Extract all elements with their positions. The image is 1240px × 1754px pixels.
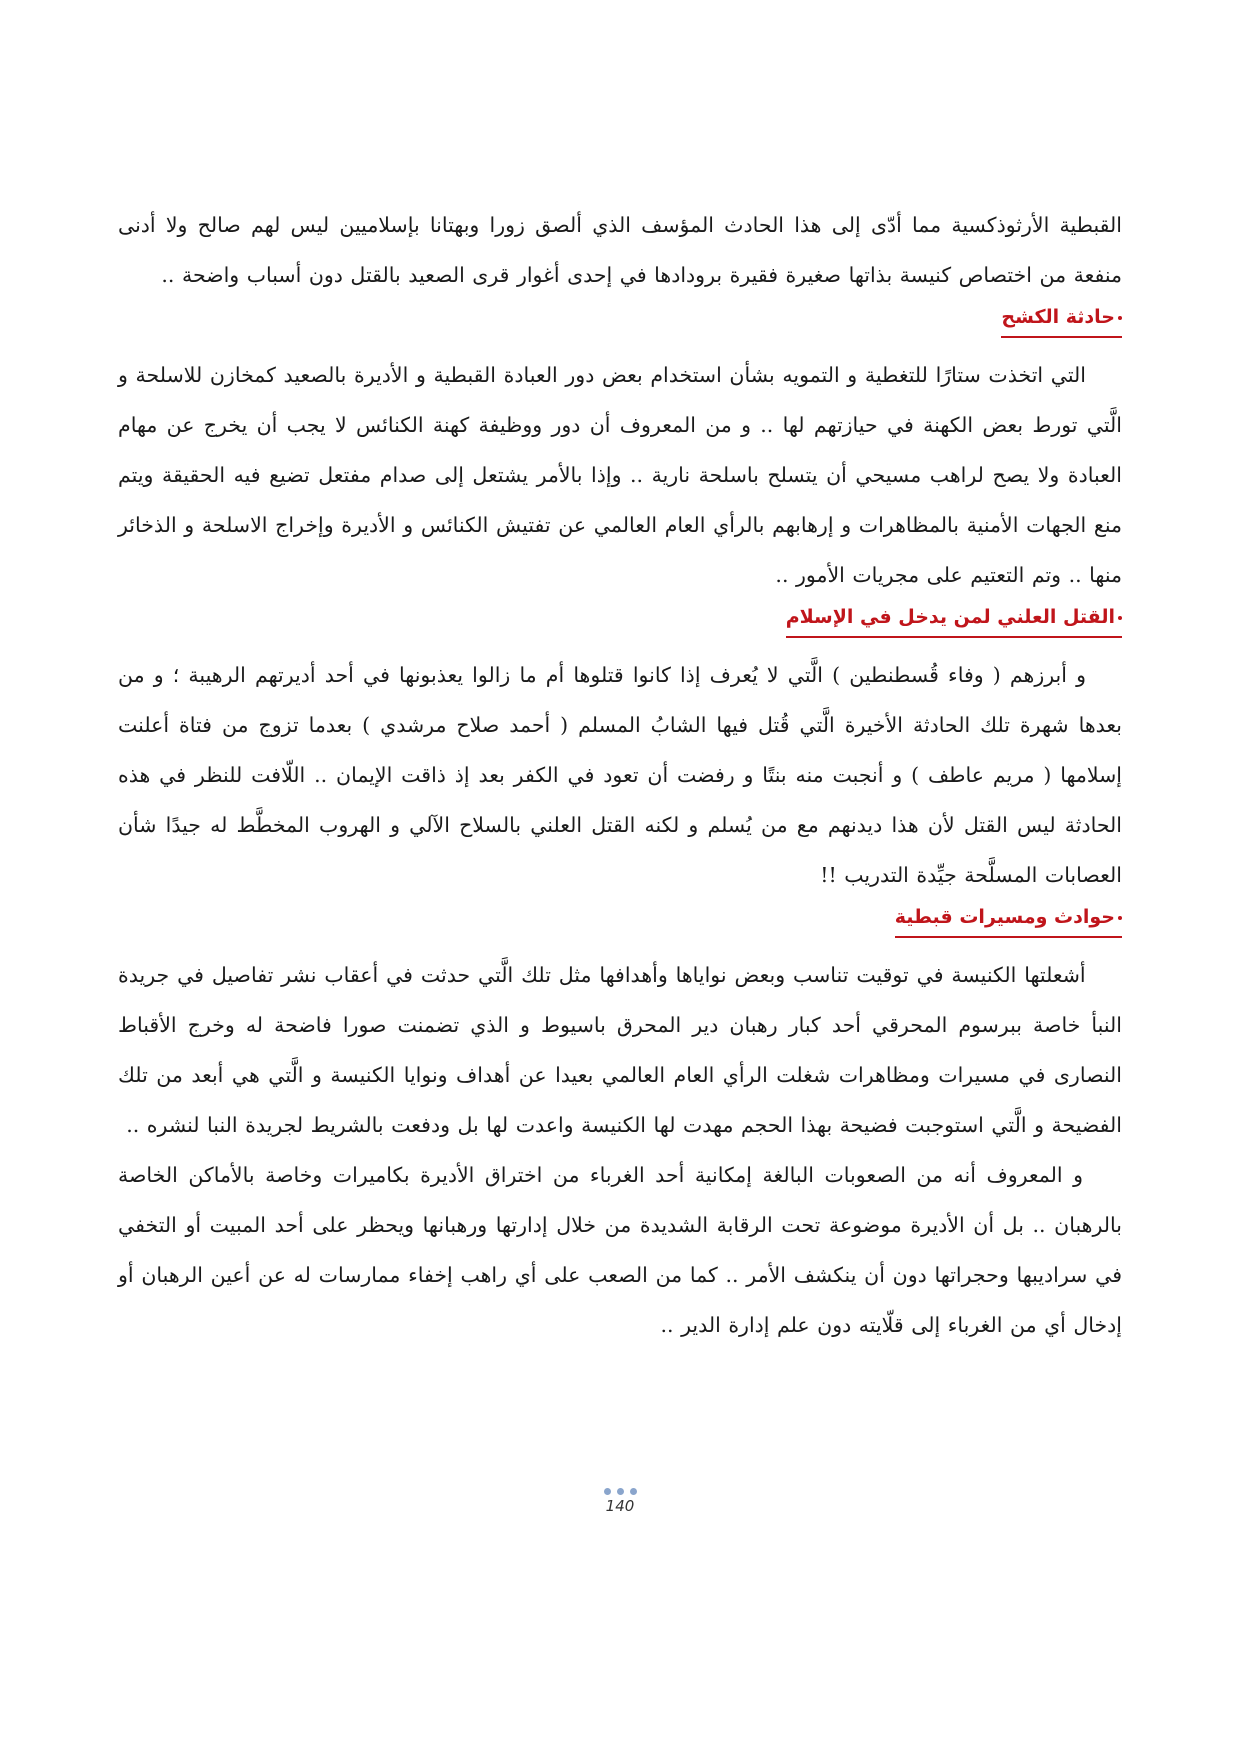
- text-line: و الَّتي تورط بعض الكهنة في حيازتهم لها .. و من المعروف أن دور ووظيفة كهنة الكنائس لا يجب أن يخرج عن مهام العبادة: [118, 363, 1122, 487]
- text-line: الأمنية بالمظاهرات و إرهابهم بالرأي العام العالمي عن تفتيش الكنائس و الأديرة وإخراج الاسلحة و الذخائر منها .. وتم: [118, 513, 1122, 587]
- dot-icon: [630, 1488, 637, 1495]
- paragraph-5: [118, 1150, 1122, 1350]
- text-line: استوجبت فضيحة بهذا الحجم مهدت لها الكنيسة واعدت لها بل ودفعت بالشريط لجريدة النبا لنشره ..: [126, 1113, 984, 1137]
- text-line: أي من الغرباء إلى قلّايته دون علم إدارة الدير ..: [660, 1313, 1066, 1337]
- text-line: ولا يصح لراهب مسيحي أن يتسلح باسلحة نارية .. وإذا بالأمر يشتعل إلى صدام مفتعل تضيع فيه الحقيقة ويتم منع الجهات: [118, 463, 1122, 537]
- dot-icon: [617, 1488, 624, 1495]
- paragraph-4: [118, 950, 1122, 1150]
- section-heading-public-killing: [118, 602, 1122, 646]
- text-line: شهرة تلك الحادثة الأخيرة الَّتي قُتل فيها الشابُ المسلم ( أحمد صلاح مرشدي ) بعدما تزوج من فتاة أعلنت إسلامها ( مريم: [118, 713, 1122, 787]
- section-heading-text: [895, 902, 1122, 938]
- text-line: أشعلتها الكنيسة في توقيت تناسب وبعض نواياها وأهدافها مثل تلك الَّتي حدثت في أعقاب نشر تفاصيل في جريدة: [118, 963, 1086, 987]
- heading-label: القتل العلني لمن يدخل في الإسلام: [785, 606, 1115, 628]
- section-heading-text: [1001, 302, 1122, 338]
- text-line: بالرهبان .. بل أن الأديرة موضوعة تحت الرقابة الشديدة من خلال إدارتها ورهبانها ويحظر على أحد المبيت أو التخفي في: [118, 1213, 1123, 1287]
- text-line: النبأ خاصة ببرسوم المحرقي أحد كبار رهبان دير المحرق باسيوط و الذي تضمنت صورا فاضحة له وخرج الأقباط النصارى: [118, 1013, 1122, 1087]
- section-heading-text: [786, 602, 1122, 638]
- text-line: التي اتخذت ستارًا للتغطية و التمويه بشأن استخدام بعض دور العبادة القبطية و الأديرة بالصعيد كمخازن للاسلحة: [127, 363, 1086, 387]
- paragraph-3: [118, 650, 1122, 900]
- text-line: و أبرزهم ( وفاء قُسطنطين ) الَّتي لا يُعرف إذا كانوا قتلوها أم ما زالوا يعذبونها في أحد أديرتهم الرهيبة ؛ و من بعدها: [118, 663, 1122, 737]
- heading-label: حوادث ومسيرات قبطية: [894, 906, 1115, 928]
- bullet-dot-icon: [1118, 916, 1122, 920]
- text-line: سراديبها وحجراتها دون أن ينكشف الأمر .. كما من الصعب على أي راهب إخفاء ممارسات له عن أعين الرهبان أو إدخال: [118, 1263, 1122, 1337]
- section-heading-coptic-marches: [118, 902, 1122, 946]
- paragraph-1: [118, 200, 1122, 300]
- document-page: [118, 200, 1122, 1350]
- paragraph-2: [118, 350, 1122, 600]
- bullet-dot-icon: [1118, 616, 1122, 620]
- section-heading-kosheh: [118, 302, 1122, 346]
- text-line: التدريب !!: [820, 863, 909, 887]
- text-line: اختصاص كنيسة بذاتها صغيرة فقيرة برودادها في إحدى أغوار قرى الصعيد بالقتل دون أسباب واضحة ..: [161, 263, 1032, 287]
- text-line: عاطف ) و أنجبت منه بنتًا و رفضت أن تعود في الكفر بعد إذ ذاقت الإيمان .. اللّافت للنظر في هذه الحادثة ليس القتل لأن: [118, 763, 1122, 837]
- bullet-dot-icon: [1118, 316, 1122, 320]
- text-line: و المعروف أنه من الصعوبات البالغة إمكانية أحد الغرباء من اختراق الأديرة بكاميرات وخاصة بالأماكن الخاصة: [118, 1163, 1083, 1187]
- text-line: هذا ديدنهم مع من يُسلم و لكنه القتل العلني بالسلاح الآلي و الهروب المخطَّط له جيدًا شأن العصابات المسلَّحة جيِّدة: [118, 813, 1122, 887]
- page-number: 140: [605, 1497, 635, 1515]
- heading-label: حادثة الكشح: [1001, 306, 1115, 328]
- text-line: القبطية الأرثوذكسية مما أدّى إلى هذا الحادث المؤسف الذي ألصق زورا وبهتانا بإسلاميين ليس لهم صالح ولا أدنى منفعة من: [118, 213, 1122, 287]
- text-line: في مسيرات ومظاهرات شغلت الرأي العام العالمي بعيدا عن أهداف ونوايا الكنيسة و الَّتي هي أبعد من تلك الفضيحة و الَّتي: [118, 1063, 1122, 1137]
- text-line: التعتيم على مجريات الأمور ..: [775, 563, 1025, 587]
- dot-icon: [604, 1488, 611, 1495]
- page-footer: [0, 1488, 1240, 1515]
- footer-dots-ornament: [0, 1488, 1240, 1495]
